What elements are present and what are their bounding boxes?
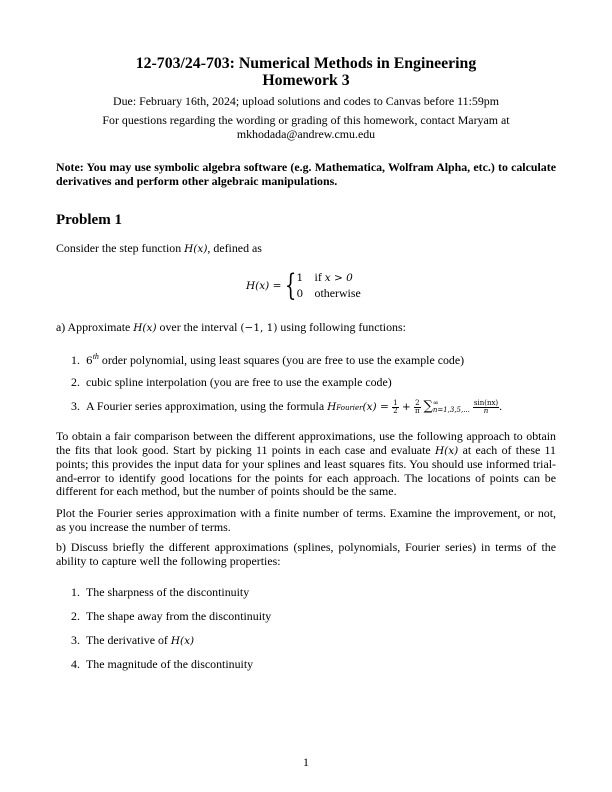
equation-cases — [297, 270, 361, 302]
paragraph-fair-comparison: To obtain a fair comparison between the different approximations, use the following approach to obtain the fits that look good. Start by picking 11 points in each case and evaluate H(x) at each of these 11 points; this provides the input data for your splines and least squares fits. You should use informed trial-and-error to identify good locations for the points for each approach. The locations of points can be different for each method, but the number of points should be the same. — [56, 429, 556, 499]
problem-intro: Consider the step function H(x), defined as — [56, 241, 262, 255]
title-line-1: 12-703/24-703: Numerical Methods in Engineering — [135, 55, 477, 72]
fourier-formula: HFourier(x) = $\frac{1}{2}$ + $\frac{2}{\pi}$ ∑ ∞ n=1,3,5,... $\frac{\sin(nx)}{n}$ . — [327, 398, 503, 415]
paragraph-fourier-plot: Plot the Fourier series approximation with a finite number of terms. Examine the improvement, or not, as you increase the number of terms. — [56, 506, 556, 534]
list-b-item-1: 1. The sharpness of the discontinuity — [71, 585, 250, 599]
list-a-item-1: 1. 6th order polynomial, using least squares (you are free to use the example code) — [71, 352, 465, 367]
fraction-two-over-pi: $\frac{2}{\pi}$ — [415, 398, 420, 415]
left-brace: { — [285, 268, 297, 303]
hx-math: H(x) — [184, 243, 208, 255]
case-2: 0 otherwise — [296, 286, 361, 300]
list-b-item-4: 4. The magnitude of the discontinuity — [71, 657, 254, 671]
list-b-item-2: 2. The shape away from the discontinuity — [71, 609, 272, 623]
contact-line-1: For questions regarding the wording or grading of this homework, contact Maryam at — [102, 113, 510, 127]
note-paragraph: Note: You may use symbolic algebra software (e.g. Mathematica, Wolfram Alpha, etc.) to calculate derivatives and perform other algebraic manipulations. — [56, 160, 556, 188]
contact-email: mkhodada@andrew.cmu.edu — [236, 127, 376, 141]
fraction-half: $\frac{1}{2}$ — [393, 398, 398, 415]
interval-math: (−1, 1) — [240, 322, 278, 334]
problem-heading: Problem 1 — [56, 212, 122, 228]
step-function-equation — [246, 268, 361, 304]
fraction-sin-term: $\frac{\sin(nx)}{n}$ — [473, 398, 499, 415]
due-date: Due: February 16th, 2024; upload solutions and codes to Canvas before 11:59pm — [113, 94, 499, 108]
part-a-prompt: a) Approximate H(x) over the interval (−1, 1) using following functions: — [56, 320, 406, 334]
part-b-prompt: b) Discuss briefly the different approximations (splines, polynomials, Fourier series) in terms of the ability to capture well the following properties: — [56, 540, 556, 568]
title-line-2: Homework 3 — [262, 72, 350, 89]
page-number: 1 — [303, 755, 309, 769]
case-1: 1 if x > 0 — [296, 270, 353, 284]
sigma-symbol: ∑ — [423, 399, 433, 414]
list-a-item-2: 2. cubic spline interpolation (you are free to use the example code) — [71, 375, 392, 389]
list-b-item-3: 3. The derivative of H(x) — [71, 633, 195, 647]
list-a-item-3: 3. A Fourier series approximation, using the formula HFourier(x) = $\frac{1}{2}$ + $\frac{2}{\pi}$ ∑ ∞ n=1,3,5,... $\frac{\sin(nx)}{n}$ . — [71, 398, 503, 415]
equation-lhs: H(x) = — [246, 280, 282, 292]
document-title — [0, 55, 612, 89]
